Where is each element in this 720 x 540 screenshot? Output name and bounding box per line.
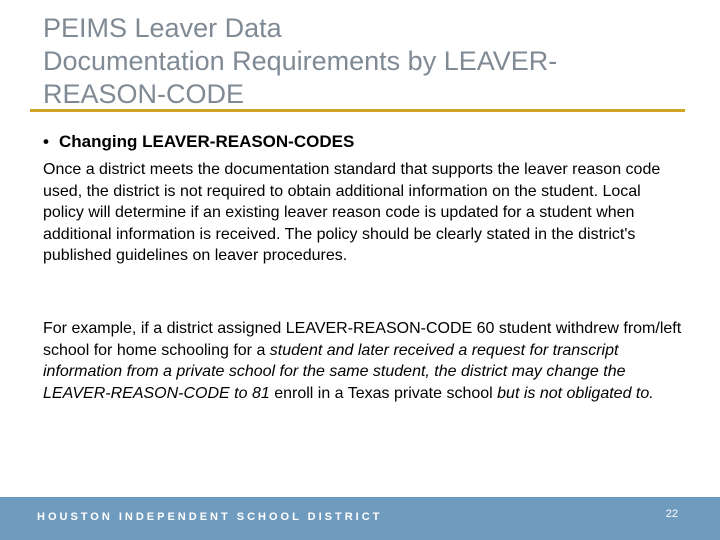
documentation-paragraph: Once a district meets the documentation standard that supports the leaver reason code used, the district is not required to obtain additional information on the student. Local policy will determine if an existing leaver reason code is updated for a student when additional information is received. The policy should be clearly stated in the district's published guidelines on leaver procedures. bbox=[43, 161, 661, 265]
page-number: 22 bbox=[665, 508, 678, 520]
title-underline bbox=[30, 109, 685, 112]
bullet-heading bbox=[43, 132, 354, 152]
example-text-2: enroll in a Texas private school bbox=[269, 384, 498, 402]
title-line-2: Documentation Requirements by LEAVER- bbox=[43, 46, 558, 76]
example-italic-1: student and later received a request for transcript information from a private school for the same student, the district may change the LEAVER-REASON-CODE to 81 bbox=[43, 341, 626, 402]
title-line-1: PEIMS Leaver Data bbox=[43, 13, 282, 43]
footer-bar bbox=[0, 497, 720, 540]
district-name: HOUSTON INDEPENDENT SCHOOL DISTRICT bbox=[37, 511, 383, 523]
example-italic-2: but is not obligated to. bbox=[497, 384, 654, 402]
title-line-3: REASON-CODE bbox=[43, 79, 245, 109]
bullet-icon: • bbox=[43, 132, 49, 151]
slide-title bbox=[43, 12, 703, 111]
example-text-1: For example, if a district assigned LEAVER-REASON-CODE 60 student withdrew from/left school for home schooling for a bbox=[43, 320, 682, 359]
bullet-heading-text: Changing LEAVER-REASON-CODES bbox=[59, 132, 355, 151]
example-paragraph bbox=[43, 318, 683, 404]
